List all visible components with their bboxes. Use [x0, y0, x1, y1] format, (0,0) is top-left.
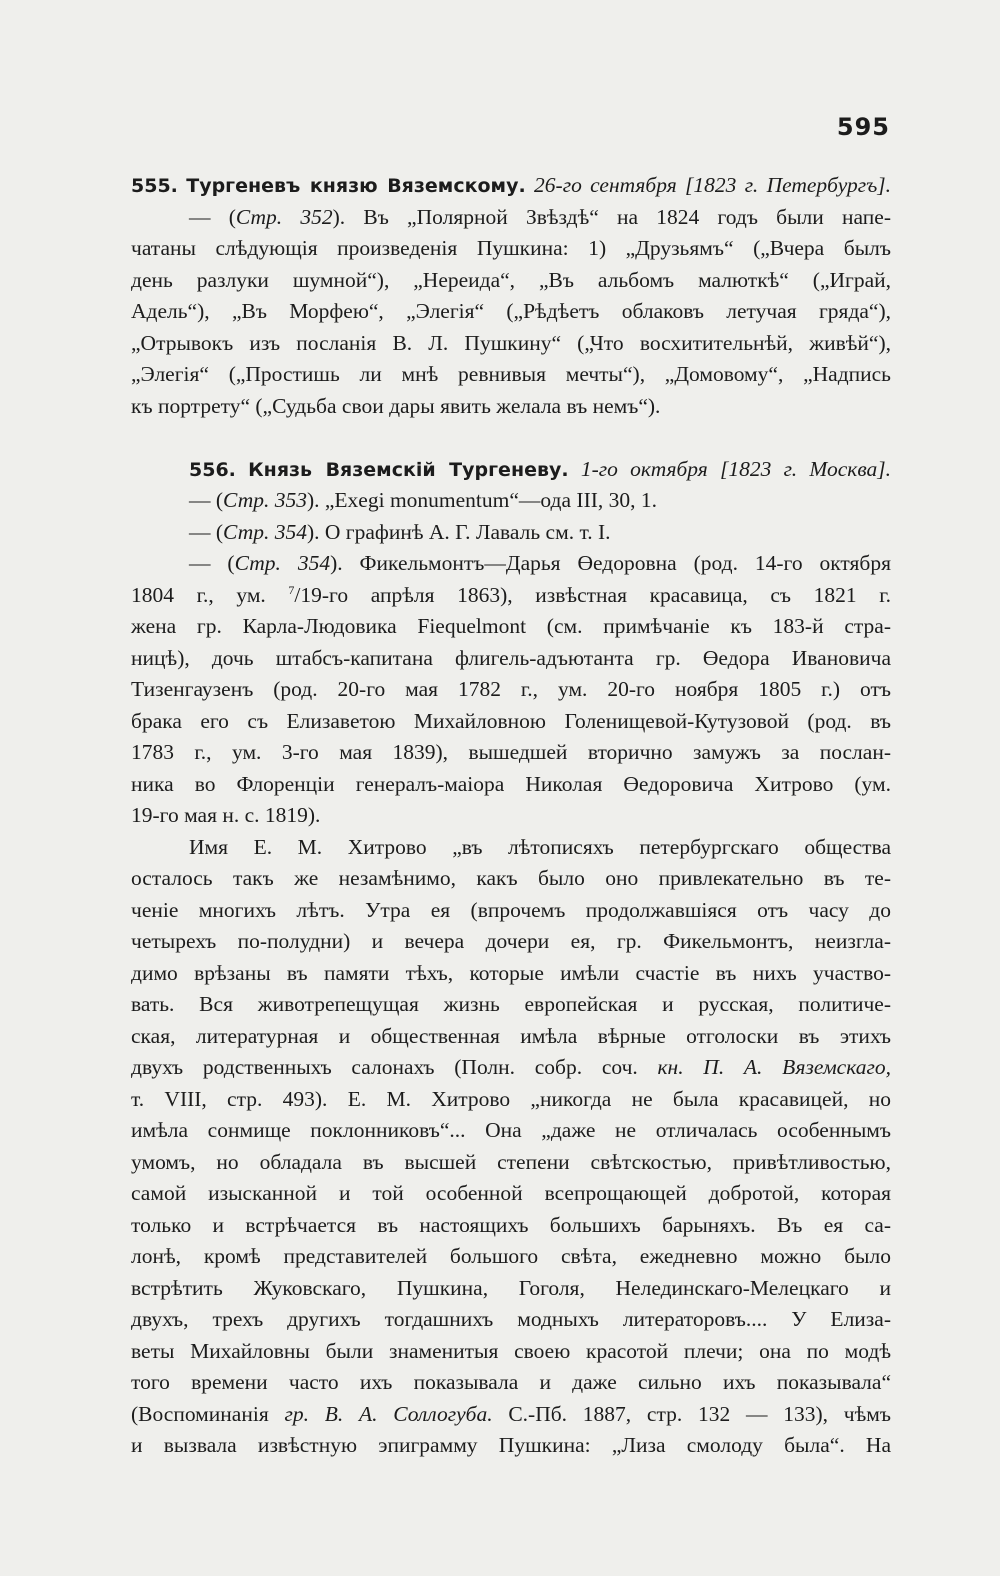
entry-title: Князь Вяземскій Тургеневу. — [248, 458, 569, 481]
citation-author: кн. П. А. Вяземскаго, — [657, 1055, 891, 1079]
entry-place: [1823 г. Москва]. — [720, 456, 892, 481]
text-line: день разлуки шумной“), „Нереида“, „Въ альбомъ малюткѣ“ („Играй, — [131, 267, 891, 292]
page-reference: Стр. 354 — [234, 551, 331, 575]
text-line: жена гр. Карла-Людовика Fiequelmont (см. примѣчаніе къ 183-й стра- — [131, 614, 891, 638]
text-line: двухъ родственныхъ салонахъ (Полн. собр. соч. кн. П. А. Вяземскаго, — [131, 1055, 891, 1079]
paragraph-first-line: Имя Е. М. Хитрово „въ лѣтописяхъ петербургскаго общества — [189, 834, 891, 859]
text-line: имѣла сонмище поклонниковъ“... Она „даже не отличалась особеннымъ — [131, 1118, 891, 1142]
text-line: того времени часто ихъ показывала и даже сильно ихъ показывала“ — [131, 1370, 891, 1394]
text-line: умомъ, но обладала въ высшей степени свѣтскостью, привѣтливостью, — [131, 1149, 891, 1174]
page-reference: Стр. 354 — [223, 519, 307, 544]
text-line: димо врѣзаны въ памяти тѣхъ, которые имѣли счастіе въ нихъ участво- — [131, 960, 891, 985]
entry-date: 26-го сентября — [534, 173, 677, 197]
note-line: — (Стр. 353). „Exegi monumentum“—ода III, 30, 1. — [189, 488, 658, 512]
text-line: къ портрету“ („Судьба свои дары явить желала въ немъ“). — [131, 393, 661, 418]
date-superscript: 7 — [288, 582, 295, 597]
text-line: т. VIII, стр. 493). Е. М. Хитрово „никогда не была красавицей, но — [131, 1086, 891, 1111]
entry-heading-555 — [131, 170, 891, 202]
entry-title: Тургеневъ князю Вяземскому. — [186, 175, 526, 197]
text-line: брака его съ Елизаветою Михайловною Голенищевой-Кутузовой (род. въ — [131, 708, 891, 733]
note-line: — (Стр. 352). Въ „Полярной Звѣздѣ“ на 1824 годъ были напе- — [189, 204, 891, 229]
entry-number: 556. — [189, 458, 236, 481]
text-line: двухъ, трехъ другихъ тогдашнихъ модныхъ литераторовъ.... У Елиза- — [131, 1307, 891, 1331]
text-line: 1804 г., ум. $^7$/19-го апрѣля 1863), извѣстная красавица, съ 1821 г. — [131, 582, 891, 607]
text-line: чатаны слѣдующія произведенія Пушкина: 1) „Друзьямъ“ („Вчера былъ — [131, 236, 891, 260]
text-line: ченіе многихъ лѣтъ. Утра ея (впрочемъ продолжавшіяся отъ часу до — [131, 897, 891, 922]
note-line: — (Стр. 354). О графинѣ А. Г. Лаваль см. т. I. — [189, 519, 611, 544]
text-line: самой изысканной и той особенной всепрощающей добротой, которая — [131, 1181, 891, 1205]
text-line: „Отрывокъ изъ посланія В. Л. Пушкину“ („Что восхитительнѣй, живѣй“), — [131, 330, 891, 355]
text-line: лонѣ, кромѣ представителей большого свѣта, ежедневно можно было — [131, 1244, 891, 1268]
text-line: (Воспоминанія гр. В. А. Соллогуба. С.-Пб. 1887, стр. 132 — 133), чѣмъ — [131, 1401, 891, 1426]
note-line: — (Стр. 354). Фикельмонтъ—Дарья Өедоровна (род. 14-го октября — [189, 551, 891, 575]
page-number: 595 — [836, 113, 890, 141]
citation-author: гр. В. А. Соллогуба. — [284, 1401, 493, 1426]
entry-place: [1823 г. Петербургъ]. — [685, 173, 892, 197]
text-line: Адель“), „Въ Морфею“, „Элегія“ („Рѣдѣетъ облаковъ летучая гряда“), — [131, 299, 891, 323]
text-line: 19-го мая н. с. 1819). — [131, 803, 321, 827]
entry-date: 1-го октября — [580, 456, 708, 481]
page-text — [131, 170, 891, 1462]
text-line: 1783 г., ум. 3-го мая 1839), вышедшей вторично замужъ за послан- — [131, 740, 891, 764]
entry-heading-556 — [131, 454, 891, 486]
text-line: веты Михайловны были знаменитыя своею красотой плечи; она по модѣ — [131, 1338, 891, 1363]
entry-number: 555. — [131, 175, 178, 197]
text-line: ника во Флоренціи генералъ-маіора Николая Өедоровича Хитрово (ум. — [131, 771, 891, 796]
text-line: ницѣ), дочь штабсъ-капитана флигель-адъютанта гр. Өедора Ивановича — [131, 645, 891, 670]
text-line: осталось такъ же незамѣнимо, какъ было оно привлекательно въ те- — [131, 866, 891, 890]
text-line: только и встрѣчается въ настоящихъ большихъ барыняхъ. Въ ея са- — [131, 1212, 891, 1237]
text-line: встрѣтить Жуковскаго, Пушкина, Гоголя, Нелединскаго-Мелецкаго и — [131, 1275, 891, 1300]
text-line: вать. Вся животрепещущая жизнь европейская и русская, политиче- — [131, 992, 891, 1016]
page-reference: Стр. 352 — [235, 204, 333, 229]
text-line: „Элегія“ („Простишь ли мнѣ ревнивыя мечты“), „Домовому“, „Надпись — [131, 362, 891, 386]
text-line: и вызвала извѣстную эпиграмму Пушкина: „Лиза смолоду была“. На — [131, 1433, 891, 1457]
text-line: Тизенгаузенъ (род. 20-го мая 1782 г., ум. 20-го ноября 1805 г.) отъ — [131, 677, 891, 701]
text-line: ская, литературная и общественная имѣла вѣрные отголоски въ этихъ — [131, 1023, 891, 1048]
text-line: четырехъ по-полудни) и вечера дочери ея, гр. Фикельмонтъ, неизгла- — [131, 929, 891, 953]
page-reference: Стр. 353 — [223, 488, 307, 512]
